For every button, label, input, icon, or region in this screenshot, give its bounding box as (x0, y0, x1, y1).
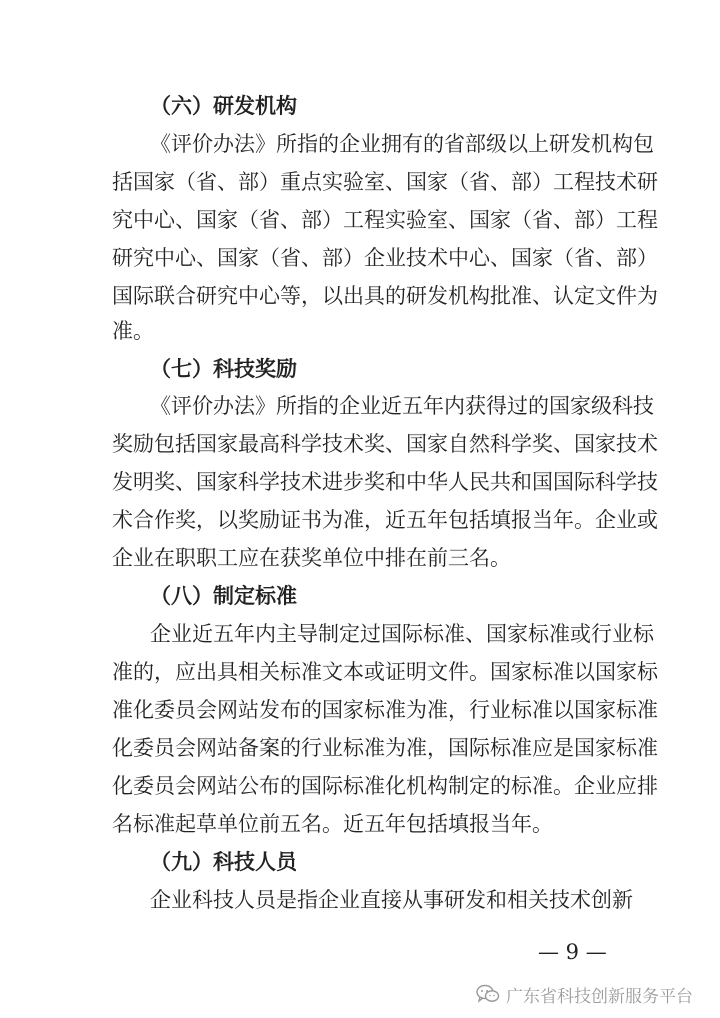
paragraph-line: 企业近五年内主导制定过国际标准、国家标准或行业标 (150, 622, 654, 647)
paragraph-line: 化委员会网站备案的行业标准为准，国际标准应是国家标准 (112, 736, 658, 761)
paragraph-line: 企业在职职工应在获奖单位中排在前三名。 (112, 546, 511, 571)
paragraph-line: 准。 (112, 318, 154, 343)
paragraph-line: 《评价办法》所指的企业近五年内获得过的国家级科技 (150, 394, 654, 419)
paragraph-line: 括国家（省、部）重点实验室、国家（省、部）工程技术研 (112, 169, 658, 194)
paragraph-line: 奖励包括国家最高科学技术奖、国家自然科学奖、国家技术 (112, 432, 658, 457)
paragraph-line: 研究中心、国家（省、部）企业技术中心、国家（省、部） (112, 245, 658, 270)
wechat-icon (476, 984, 500, 1004)
watermark-text: 广东省科技创新服务平台 (506, 986, 693, 1007)
paragraph-line: 究中心、国家（省、部）工程实验室、国家（省、部）工程 (112, 207, 658, 232)
page-number: — 9 — (538, 940, 607, 964)
paragraph-line: 准化委员会网站发布的国家标准为准，行业标准以国家标准 (112, 698, 658, 723)
section-heading-6: （六）研发机构 (150, 93, 297, 118)
paragraph-line: 企业科技人员是指企业直接从事研发和相关技术创新 (150, 888, 633, 912)
paragraph-line: 准的，应出具相关标准文本或证明文件。国家标准以国家标 (112, 660, 658, 685)
paragraph-line: 化委员会网站公布的国际标准化机构制定的标准。企业应排 (112, 774, 658, 799)
paragraph-line: 国际联合研究中心等，以出具的研发机构批准、认定文件为 (112, 283, 658, 308)
paragraph-line: 《评价办法》所指的企业拥有的省部级以上研发机构包 (150, 132, 654, 156)
paragraph-line: 名标准起草单位前五名。近五年包括填报当年。 (112, 812, 553, 837)
section-heading-8: （八）制定标准 (150, 583, 297, 609)
section-heading-9: （九）科技人员 (150, 849, 297, 874)
watermark (476, 981, 693, 1007)
section-heading-7: （七）科技奖励 (150, 355, 297, 381)
paragraph-line: 发明奖、国家科学技术进步奖和中华人民共和国国际科学技 (112, 470, 658, 495)
paragraph-line: 术合作奖，以奖励证书为准，近五年包括填报当年。企业或 (112, 508, 658, 533)
